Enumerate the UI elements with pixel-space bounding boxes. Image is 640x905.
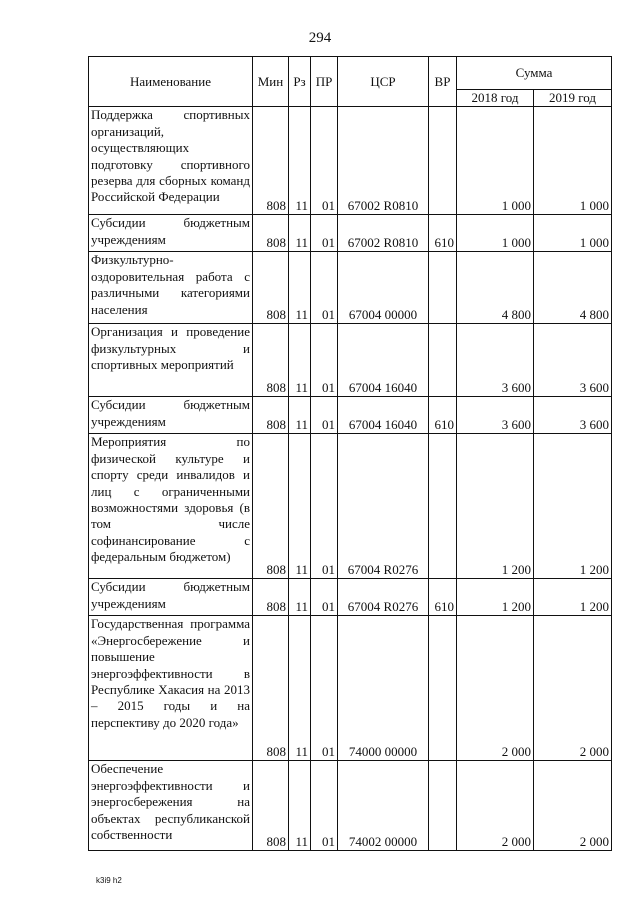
row-min: 808 [253, 252, 289, 324]
row-min: 808 [253, 397, 289, 434]
row-min: 808 [253, 761, 289, 851]
row-min: 808 [253, 215, 289, 252]
row-csr: 67004 R0276 [338, 434, 429, 579]
table-row [89, 324, 612, 397]
header-min: Мин [253, 57, 289, 107]
header-sum: Сумма [457, 57, 612, 90]
table-row [89, 252, 612, 324]
table-row [89, 397, 612, 434]
table-row [89, 434, 612, 579]
table-row [89, 579, 612, 616]
row-2019: 1 000 [534, 215, 612, 252]
header-csr: ЦСР [338, 57, 429, 107]
table-row [89, 107, 612, 215]
row-vr: 610 [429, 215, 457, 252]
row-rz: 11 [289, 397, 311, 434]
row-rz: 11 [289, 616, 311, 761]
row-pr: 01 [311, 107, 338, 215]
row-name: Субсидии бюджетным учреждениям [89, 215, 253, 252]
header-year-2019: 2019 год [534, 90, 612, 107]
table-row [89, 215, 612, 252]
row-csr: 67004 16040 [338, 397, 429, 434]
header-vr: ВР [429, 57, 457, 107]
row-vr [429, 761, 457, 851]
row-2019: 1 200 [534, 434, 612, 579]
budget-table [88, 56, 612, 851]
header-pr: ПР [311, 57, 338, 107]
row-2019: 4 800 [534, 252, 612, 324]
row-min: 808 [253, 434, 289, 579]
row-min: 808 [253, 579, 289, 616]
row-min: 808 [253, 616, 289, 761]
row-vr [429, 616, 457, 761]
row-rz: 11 [289, 107, 311, 215]
table-row [89, 761, 612, 851]
row-rz: 11 [289, 579, 311, 616]
row-2019: 3 600 [534, 324, 612, 397]
row-2018: 1 200 [457, 579, 534, 616]
row-pr: 01 [311, 579, 338, 616]
row-name: Поддержка спортивных организаций, осуществляющих подготовку спортивного резерва для сборных команд Российской Федерации [89, 107, 253, 215]
row-csr: 67002 R0810 [338, 215, 429, 252]
table-row [89, 616, 612, 761]
row-2018: 1 200 [457, 434, 534, 579]
row-2018: 3 600 [457, 324, 534, 397]
row-min: 808 [253, 324, 289, 397]
row-vr [429, 434, 457, 579]
row-name: Субсидии бюджетным учреждениям [89, 579, 253, 616]
row-vr [429, 252, 457, 324]
header-name: Наименование [89, 57, 253, 107]
row-pr: 01 [311, 324, 338, 397]
row-pr: 01 [311, 761, 338, 851]
row-vr: 610 [429, 397, 457, 434]
row-rz: 11 [289, 252, 311, 324]
row-name: Обеспечение энергоэффективности и энергосбережения на объектах республиканской собственности [89, 761, 253, 851]
row-pr: 01 [311, 616, 338, 761]
row-pr: 01 [311, 215, 338, 252]
row-2019: 1 000 [534, 107, 612, 215]
row-2018: 4 800 [457, 252, 534, 324]
row-2018: 1 000 [457, 215, 534, 252]
row-vr [429, 107, 457, 215]
row-name: Мероприятия по физической культуре и спорту среди инвалидов и лиц с ограниченными возможностями здоровья (в том числе софинансирование с федеральным бюджетом) [89, 434, 253, 579]
row-rz: 11 [289, 324, 311, 397]
row-csr: 74000 00000 [338, 616, 429, 761]
row-vr [429, 324, 457, 397]
row-name: Государственная программа «Энергосбережение и повышение энергоэффективности в Республике Хакасия на 2013 – 2015 годы и на перспективу до 2020 года» [89, 616, 253, 761]
row-csr: 67004 16040 [338, 324, 429, 397]
row-pr: 01 [311, 434, 338, 579]
row-rz: 11 [289, 215, 311, 252]
row-rz: 11 [289, 434, 311, 579]
row-2019: 3 600 [534, 397, 612, 434]
row-rz: 11 [289, 761, 311, 851]
row-vr: 610 [429, 579, 457, 616]
row-name: Физкультурно-оздоровительная работа с различными категориями населения [89, 252, 253, 324]
row-2018: 2 000 [457, 761, 534, 851]
row-csr: 74002 00000 [338, 761, 429, 851]
row-csr: 67004 R0276 [338, 579, 429, 616]
header-year-2018: 2018 год [457, 90, 534, 107]
row-csr: 67004 00000 [338, 252, 429, 324]
row-2018: 2 000 [457, 616, 534, 761]
header-rz: Рз [289, 57, 311, 107]
row-2019: 2 000 [534, 761, 612, 851]
row-2019: 1 200 [534, 579, 612, 616]
row-2018: 3 600 [457, 397, 534, 434]
row-csr: 67002 R0810 [338, 107, 429, 215]
row-min: 808 [253, 107, 289, 215]
row-name: Субсидии бюджетным учреждениям [89, 397, 253, 434]
row-pr: 01 [311, 252, 338, 324]
row-2019: 2 000 [534, 616, 612, 761]
page-number: 294 [308, 30, 332, 46]
footer-code: k3i9 h2 [96, 876, 122, 885]
row-2018: 1 000 [457, 107, 534, 215]
row-pr: 01 [311, 397, 338, 434]
row-name: Организация и проведение физкультурных и спортивных мероприятий [89, 324, 253, 397]
